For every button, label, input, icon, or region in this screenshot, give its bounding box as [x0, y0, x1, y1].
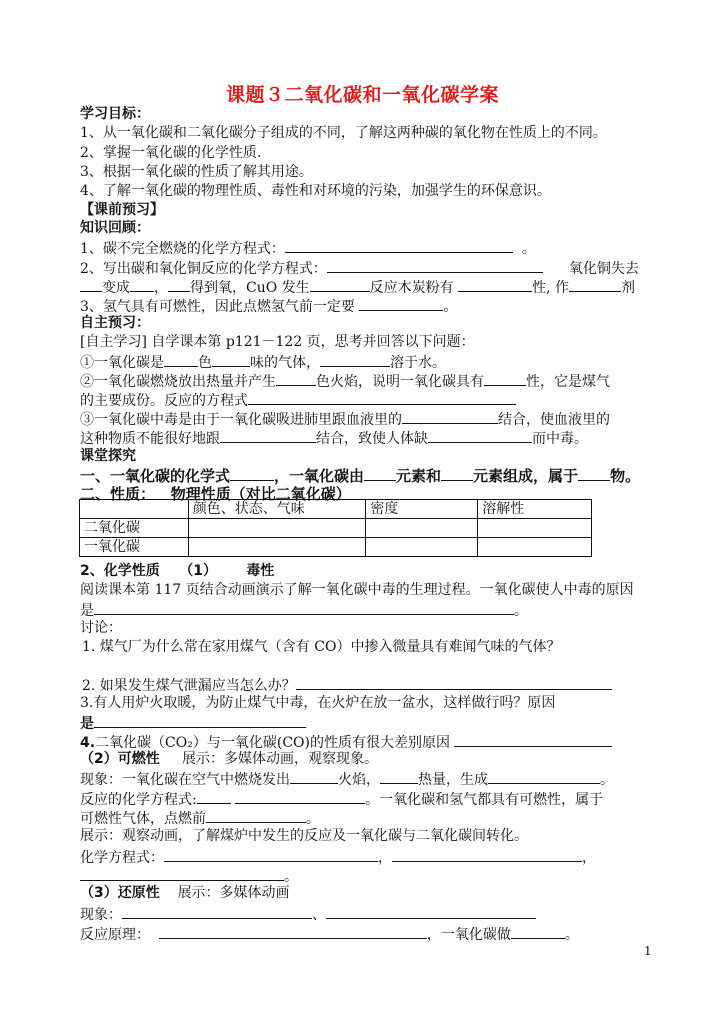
table-cell[interactable]: [188, 519, 366, 538]
section-text: 物理性质（对比二氧化碳）: [170, 485, 351, 503]
review-question-2-cont: [80, 277, 635, 298]
section-text: 展示：多媒体动画，观察现象。: [182, 751, 379, 767]
section-text: （2）可燃性: [80, 751, 160, 767]
review-heading: 知识回顾：: [80, 220, 150, 236]
section-text: 毒性: [246, 563, 275, 579]
question-text: 。: [284, 869, 298, 885]
answer-blank[interactable]: [488, 769, 600, 784]
reduction-principle: [80, 924, 579, 945]
table-header-cell: 颜色、状态、气味: [188, 500, 366, 519]
question-text: 性, 作: [532, 280, 570, 296]
answer-blank[interactable]: [578, 466, 610, 481]
answer-blank[interactable]: [511, 924, 565, 939]
question-text: 现象：一氧化碳在空气中燃烧发出: [80, 772, 290, 788]
question-text: 1、碳不完全燃烧的化学方程式：: [80, 241, 285, 257]
question-text: 、: [312, 907, 326, 923]
question-text: 4.: [80, 735, 96, 751]
answer-blank[interactable]: [220, 428, 316, 443]
answer-blank[interactable]: [484, 371, 526, 386]
goals-heading: 学习目标：: [80, 106, 150, 122]
question-text: ，: [378, 850, 392, 866]
table-cell[interactable]: [478, 519, 592, 538]
page-title: 课题３二氧化碳和一氧化碳学案: [225, 84, 499, 106]
table-header-cell: [80, 500, 189, 519]
answer-blank[interactable]: [80, 277, 102, 292]
answer-blank[interactable]: [285, 238, 513, 253]
answer-blank[interactable]: [235, 789, 365, 804]
question-text: 2. 如果发生煤气泄漏应当怎么办？: [82, 678, 296, 694]
review-question-1: [80, 238, 536, 259]
section-text: 元素组成，属于: [473, 467, 579, 485]
question-text: 。: [600, 772, 614, 788]
answer-blank[interactable]: [130, 277, 154, 292]
question-text: ，: [582, 850, 596, 866]
answer-blank[interactable]: [458, 277, 532, 292]
reduction-heading: [80, 884, 290, 903]
self-study-heading: 自主预习：: [80, 315, 150, 331]
self-study-q3: [80, 409, 610, 430]
question-text: 剂: [621, 280, 636, 296]
answer-blank[interactable]: [364, 466, 396, 481]
answer-blank[interactable]: [248, 390, 516, 405]
answer-blank[interactable]: [276, 371, 316, 386]
question-text: ①一氧化碳是: [80, 355, 164, 371]
answer-blank[interactable]: [428, 428, 532, 443]
question-text: 。: [443, 299, 458, 315]
answer-blank[interactable]: [454, 732, 612, 747]
answer-blank[interactable]: [296, 675, 612, 690]
goal-item: 4、了解一氧化碳的物理性质、毒性和对环境的污染，加强学生的环保意识。: [80, 183, 551, 199]
goal-item: 2、掌握一氧化碳的化学性质.: [80, 145, 262, 161]
answer-blank[interactable]: [80, 866, 284, 881]
section-text: 物。: [610, 467, 641, 485]
question-text: ，一氧化碳做: [426, 927, 511, 943]
question-text: 结合，致使人体缺: [316, 431, 428, 447]
question-text: 色: [198, 355, 212, 371]
question-text: 味的气体，: [250, 355, 320, 371]
question-text: ②一氧化碳燃烧放出热量并产生: [80, 374, 276, 390]
row-label: 二氧化碳: [80, 519, 189, 538]
show-text: 展示：观察动画，了解煤炉中发生的反应及一氧化碳与二氧化碳间转化。: [80, 828, 528, 844]
chem-heading: [80, 562, 274, 581]
flammability-heading: [80, 750, 378, 769]
discuss-label: 讨论：: [80, 620, 122, 636]
answer-blank[interactable]: [94, 600, 514, 615]
answer-blank[interactable]: [326, 904, 536, 919]
preview-heading: 【课前预习】: [80, 202, 164, 218]
answer-blank[interactable]: [290, 769, 338, 784]
question-text: 2、写出碳和氧化铜反应的化学方程式：: [80, 261, 327, 277]
question-text: 结合，使血液里的: [498, 412, 610, 428]
question-text: 而中毒。: [532, 431, 588, 447]
explore-heading: 课堂探究: [80, 448, 136, 464]
formula-line: [80, 847, 596, 868]
table-header-cell: 溶解性: [478, 500, 592, 519]
answer-blank[interactable]: [197, 789, 231, 804]
question-text: 溶于水。: [390, 355, 446, 371]
answer-blank[interactable]: [122, 904, 312, 919]
flammability-equation-cont: [80, 808, 320, 829]
self-study-q1: [80, 352, 446, 373]
table-row: [80, 519, 592, 538]
answer-blank[interactable]: [392, 847, 582, 862]
chem-read-text: 阅读课本第 117 页结合动画演示了解一氧化碳中毒的生理过程。一氧化碳使人中毒的原因: [80, 582, 634, 598]
table-header-row: [80, 500, 592, 519]
section-text: 2、化学性质: [80, 563, 160, 579]
question-text: 是: [80, 603, 94, 619]
self-study-q2-cont: [80, 390, 516, 411]
question-text: 。: [306, 811, 320, 827]
row-label: 一氧化碳: [80, 538, 189, 557]
question-text: ，: [154, 280, 168, 296]
section-text: ，一氧化碳由: [274, 467, 365, 485]
question-text: 的主要成份。反应的方程式: [80, 393, 248, 409]
table-header-cell: 密度: [366, 500, 478, 519]
goal-item: 3、根据一氧化碳的性质了解其用途。: [80, 164, 313, 180]
answer-blank[interactable]: [402, 409, 498, 424]
question-text: 化学方程式：: [80, 850, 164, 866]
question-text: 可燃性气体，点燃前: [80, 811, 206, 827]
question-text: 二氧化碳（CO₂）与一氧化碳(CO)的性质有很大差别原因: [95, 735, 450, 751]
answer-blank[interactable]: [164, 847, 378, 862]
table-cell[interactable]: [366, 519, 478, 538]
question-text: 。: [564, 927, 579, 943]
table-cell[interactable]: [366, 538, 478, 557]
review-question-2: [80, 258, 639, 279]
section-text: 二、性质：: [80, 485, 156, 503]
question-text: 现象：: [80, 907, 122, 923]
goal-item: 1、从一氧化碳和二氧化碳分子组成的不同，了解这两种碳的氧化物在性质上的不同。: [80, 125, 607, 141]
answer-blank[interactable]: [380, 769, 418, 784]
self-study-q2: [80, 371, 610, 392]
answer-blank[interactable]: [168, 277, 190, 292]
table-cell[interactable]: [188, 538, 366, 557]
reduction-phenomenon: [80, 904, 536, 925]
question-text: 3、氢气具有可燃性，因此点燃氢气前一定要: [80, 299, 355, 315]
flammability-phenomenon: [80, 769, 614, 790]
answer-blank[interactable]: [441, 466, 473, 481]
discuss-q2: [82, 675, 612, 696]
section-text: 元素和: [396, 467, 442, 485]
answer-blank[interactable]: [94, 713, 306, 728]
section-text: 一、一氧化碳的化学式: [80, 467, 231, 485]
discuss-q3-cont: [80, 713, 306, 734]
answer-blank[interactable]: [206, 808, 306, 823]
question-text: 变成: [102, 280, 130, 296]
question-text: 氧化铜失去: [568, 261, 639, 277]
chem-read-text-cont: [80, 600, 528, 621]
discuss-q3: 3.有人用炉火取暖，为防止煤气中毒，在火炉在放一盆水，这样做行吗？原因: [80, 695, 556, 711]
answer-blank[interactable]: [359, 296, 443, 311]
question-text: 这种物质不能很好地跟: [80, 431, 220, 447]
question-text: ③一氧化碳中毒是由于一氧化碳吸进肺里跟血液里的: [80, 412, 402, 428]
question-text: 得到氧，CuO 发生: [190, 280, 310, 296]
question-text: 火焰，: [338, 772, 380, 788]
answer-blank[interactable]: [230, 466, 274, 481]
table-row: [80, 538, 592, 557]
question-text: 反应的化学方程式:: [80, 792, 197, 808]
question-text: 色火焰，说明一氧化碳具有: [316, 374, 484, 390]
question-text: 反应木炭粉有: [369, 280, 454, 296]
self-study-intro: [自主学习] 自学课本第 p121－122 页，思考并回答以下问题：: [80, 334, 475, 350]
property-table: [79, 499, 592, 557]
question-text: 是: [80, 716, 94, 732]
answer-blank[interactable]: [159, 924, 427, 939]
question-text: 反应原理：: [80, 927, 150, 943]
answer-blank[interactable]: [320, 352, 390, 367]
section-text: （1）: [179, 563, 217, 579]
question-text: 热量，生成: [418, 772, 488, 788]
flammability-equation: [80, 789, 603, 810]
answer-blank[interactable]: [212, 352, 250, 367]
page-number: 1: [644, 944, 652, 958]
answer-blank[interactable]: [310, 277, 370, 292]
answer-blank[interactable]: [327, 258, 543, 273]
discuss-q1: 1. 煤气厂为什么常在家用煤气（含有 CO）中掺入微量具有难闻气味的气体？: [82, 639, 561, 655]
question-text: 。一氧化碳和氢气都具有可燃性，属于: [365, 792, 604, 808]
section-text: 展示：多媒体动画: [177, 885, 290, 901]
question-text: 性，它是煤气: [526, 374, 610, 390]
question-text: 。: [514, 603, 528, 619]
section-text: （3）还原性: [80, 885, 160, 901]
self-study-q3-cont: [80, 428, 588, 449]
answer-blank[interactable]: [569, 277, 621, 292]
table-cell[interactable]: [478, 538, 592, 557]
question-text: 。: [521, 241, 536, 257]
answer-blank[interactable]: [164, 352, 198, 367]
